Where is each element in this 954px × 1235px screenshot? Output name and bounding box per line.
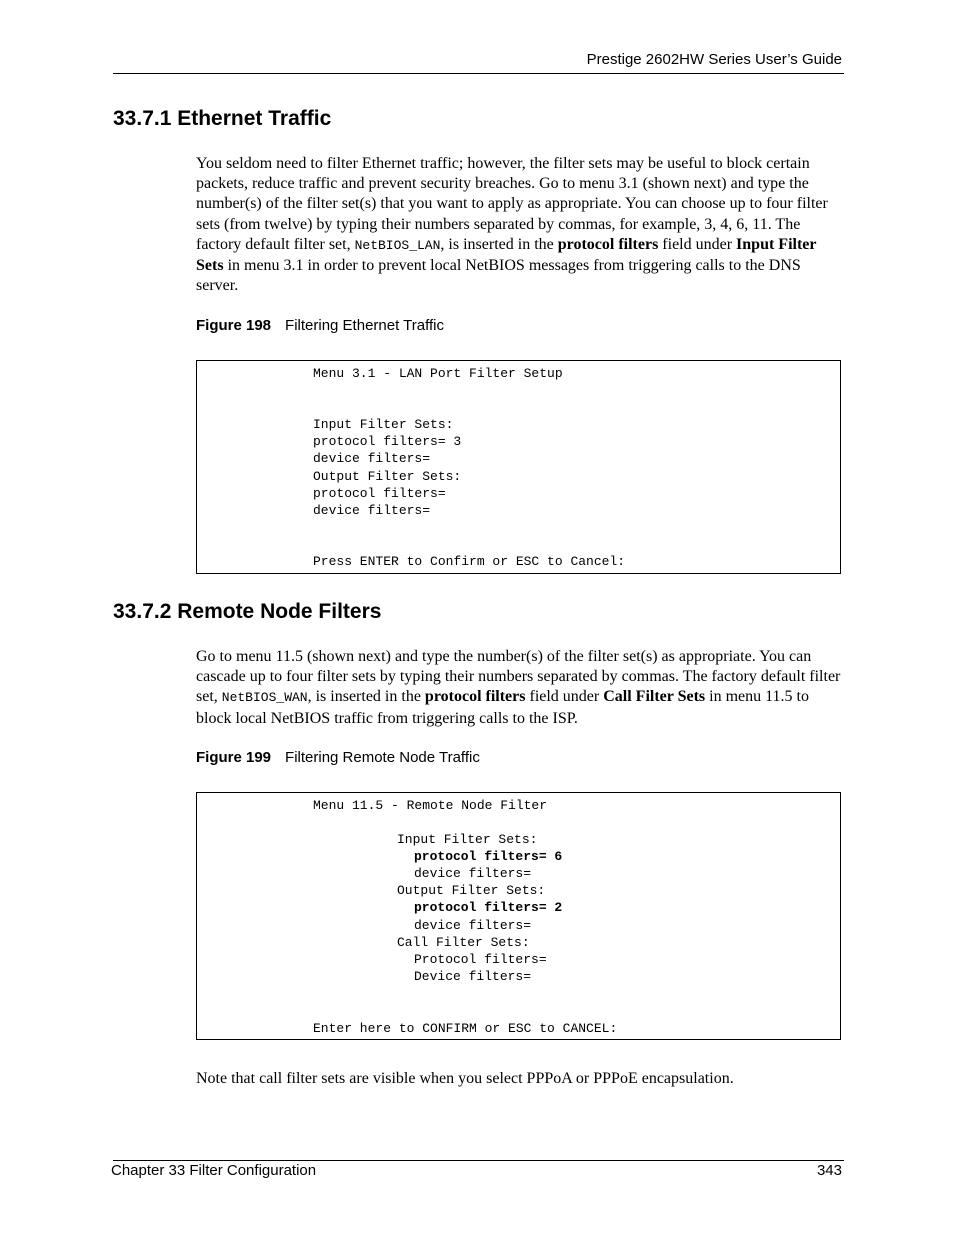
figure-label: Figure 198 (196, 317, 272, 334)
menu-prompt: Press ENTER to Confirm or ESC to Cancel: (313, 554, 626, 569)
netbios-lan-code: NetBIOS_LAN (354, 237, 441, 253)
menu-line: Input Filter Sets: (313, 417, 454, 432)
figure-title: Filtering Remote Node Traffic (285, 749, 480, 766)
para-text: in menu 11.5 to block local NetBIOS traffic from triggering calls to the ISP. (196, 688, 809, 727)
menu-line: device filters= (414, 918, 532, 933)
menu-line-highlight: protocol filters= 2 (414, 900, 563, 915)
section-heading-remote-node-filters: 33.7.2 Remote Node Filters (113, 600, 382, 623)
para-bold-term: Input Filter Sets (196, 235, 817, 275)
netbios-wan-code: NetBIOS_WAN (221, 690, 308, 706)
para-text: , is inserted in the (440, 235, 558, 253)
menu-line: device filters= (414, 866, 532, 881)
page-number: 343 (816, 1162, 842, 1179)
menu-line: Call Filter Sets: (397, 935, 530, 950)
menu-line: protocol filters= (313, 486, 446, 501)
figure-198-caption (196, 317, 444, 334)
figure-199-caption (196, 749, 480, 766)
menu-title: Menu 3.1 - LAN Port Filter Setup (313, 366, 563, 381)
para-bold-term: protocol filters (424, 688, 526, 706)
menu-line: device filters= (313, 503, 431, 518)
lan-port-filter-setup-screen (196, 360, 841, 574)
menu-prompt: Enter here to CONFIRM or ESC to CANCEL: (313, 1021, 618, 1036)
menu-line: Protocol filters= (414, 952, 547, 967)
para-text: You seldom need to filter Ethernet traffic; however, the filter sets may be useful to block certain packets, reduce traffic and prevent security breaches. Go to menu 3.1 (shown next) and type the number(s) of the filter set(s) that you want to apply as appropriate. You can choose up to four filter sets (from twelve) by typing their numbers separated by commas, for example, 3, 4, 6, 11. The factory default filter set, (196, 155, 828, 253)
footer-chapter: Chapter 33 Filter Configuration (111, 1162, 317, 1179)
ethernet-traffic-paragraph (196, 154, 844, 296)
footer-rule (113, 1160, 844, 1161)
menu-line: Output Filter Sets: (313, 469, 462, 484)
menu-line: device filters= (313, 451, 431, 466)
menu-line-highlight: protocol filters= 6 (414, 849, 563, 864)
para-text: , is inserted in the (307, 688, 425, 706)
remote-node-filter-screen (196, 792, 841, 1040)
figure-title: Filtering Ethernet Traffic (285, 317, 444, 334)
para-text: in menu 3.1 in order to prevent local NetBIOS messages from triggering calls to the DNS server. (196, 257, 801, 295)
running-header: Prestige 2602HW Series User’s Guide (586, 51, 842, 68)
menu-line: protocol filters= 3 (313, 434, 462, 449)
figure-label: Figure 199 (196, 749, 272, 766)
section-heading-ethernet-traffic: 33.7.1 Ethernet Traffic (113, 107, 332, 130)
menu-line: Input Filter Sets: (397, 832, 538, 847)
para-bold-term: Call Filter Sets (603, 688, 706, 706)
menu-title: Menu 11.5 - Remote Node Filter (313, 798, 548, 813)
header-rule (113, 73, 844, 74)
para-text: field under (525, 688, 604, 706)
para-text: field under (658, 235, 737, 253)
encapsulation-note: Note that call filter sets are visible when you select PPPoA or PPPoE encapsulation. (196, 1070, 734, 1087)
remote-node-filters-paragraph (196, 647, 844, 729)
para-text: Go to menu 11.5 (shown next) and type the number(s) of the filter set(s) as appropriate. You can cascade up to four filter sets by typing their numbers separated by commas. The factory default filter set, (196, 648, 841, 706)
para-bold-term: protocol filters (557, 235, 659, 253)
menu-line: Device filters= (414, 969, 532, 984)
menu-line: Output Filter Sets: (397, 883, 546, 898)
